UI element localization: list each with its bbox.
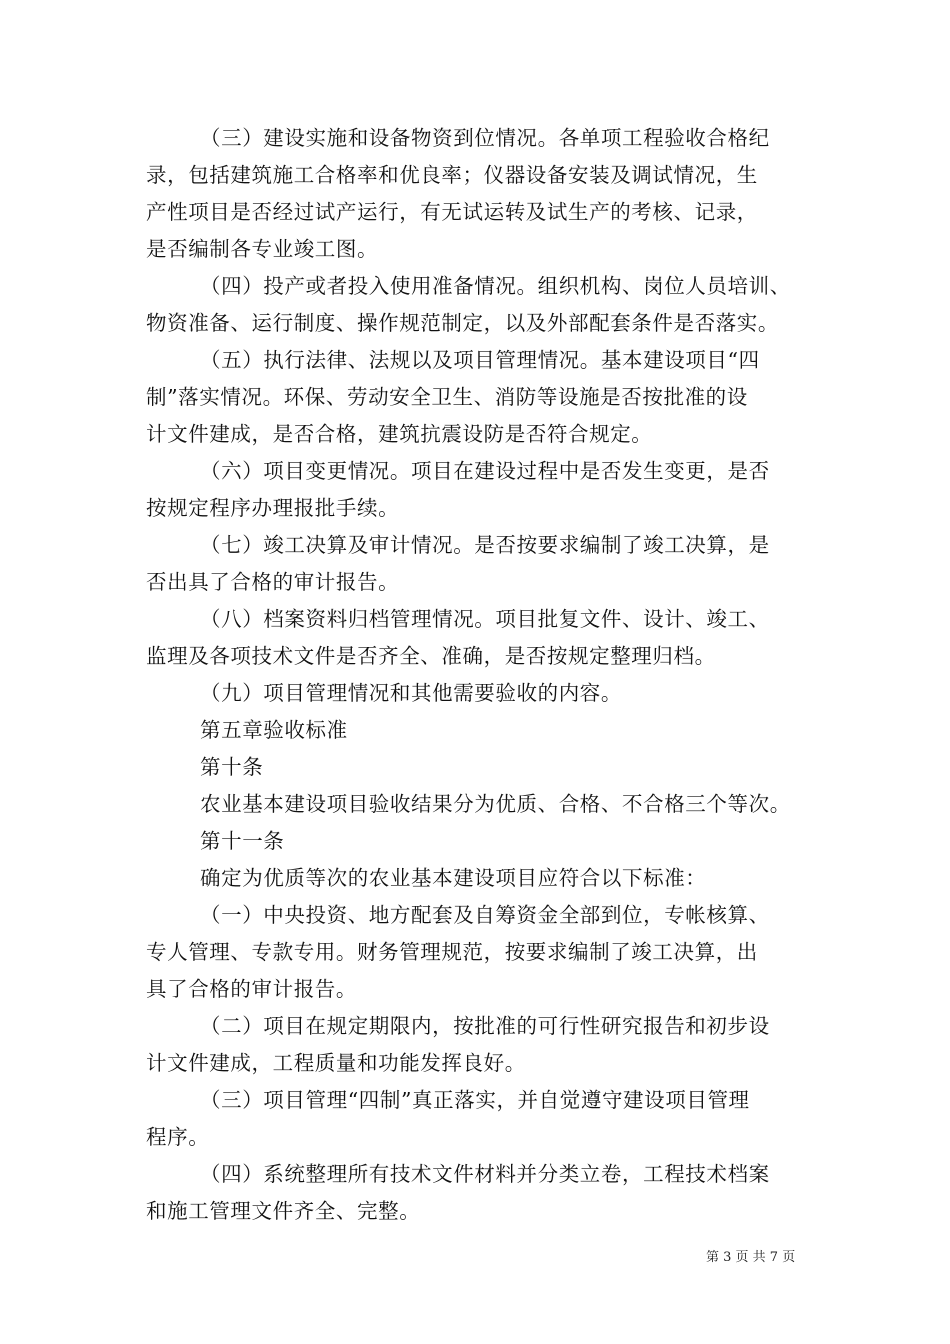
- standard-1-line-3: 具了合格的审计报告。: [146, 977, 357, 1001]
- article-10-heading: 第十条: [200, 755, 264, 779]
- paragraph-4-line-1: （四）投产或者投入使用准备情况。组织机构、岗位人员培训、: [200, 274, 791, 298]
- page-number: 第 3 页 共 7 页: [706, 1250, 796, 1265]
- standard-2-line-2: 计文件建成，工程质量和功能发挥良好。: [146, 1051, 526, 1075]
- article-11-heading: 第十一条: [200, 829, 285, 853]
- standard-4-line-1: （四）系统整理所有技术文件材料并分类立卷，工程技术档案: [200, 1162, 770, 1186]
- standard-3-line-1: （三）项目管理“四制”真正落实，并自觉遵守建设项目管理: [200, 1088, 750, 1112]
- paragraph-3-line-2: 录，包括建筑施工合格率和优良率；仪器设备安装及调试情况，生: [146, 163, 758, 187]
- paragraph-5-line-3: 计文件建成，是否合格，建筑抗震设防是否符合规定。: [146, 422, 653, 446]
- paragraph-7-line-1: （七）竣工决算及审计情况。是否按要求编制了竣工决算，是: [200, 533, 770, 557]
- paragraph-6-line-2: 按规定程序办理报批手续。: [146, 496, 400, 520]
- paragraph-3-line-1: （三）建设实施和设备物资到位情况。各单项工程验收合格纪: [200, 126, 770, 150]
- paragraph-5-line-2: 制”落实情况。环保、劳动安全卫生、消防等设施是否按批准的设: [146, 385, 748, 409]
- paragraph-4-line-2: 物资准备、运行制度、操作规范制定，以及外部配套条件是否落实。: [146, 311, 779, 335]
- standard-3-line-2: 程序。: [146, 1125, 210, 1149]
- paragraph-6-line-1: （六）项目变更情况。项目在建设过程中是否发生变更，是否: [200, 459, 770, 483]
- paragraph-7-line-2: 否出具了合格的审计报告。: [146, 570, 400, 594]
- paragraph-3-line-4: 是否编制各专业竣工图。: [146, 237, 379, 261]
- paragraph-8-line-2: 监理及各项技术文件是否齐全、准确，是否按规定整理归档。: [146, 644, 716, 668]
- standard-4-line-2: 和施工管理文件齐全、完整。: [146, 1199, 421, 1223]
- article-11-intro: 确定为优质等次的农业基本建设项目应符合以下标准：: [200, 866, 707, 890]
- chapter-heading: 第五章验收标准: [200, 718, 348, 742]
- paragraph-8-line-1: （八）档案资料归档管理情况。项目批复文件、设计、竣工、: [200, 607, 770, 631]
- standard-1-line-1: （一）中央投资、地方配套及自筹资金全部到位，专帐核算、: [200, 903, 770, 927]
- article-10-text: 农业基本建设项目验收结果分为优质、合格、不合格三个等次。: [200, 792, 791, 816]
- standard-1-line-2: 专人管理、专款专用。财务管理规范，按要求编制了竣工决算，出: [146, 940, 758, 964]
- standard-2-line-1: （二）项目在规定期限内，按批准的可行性研究报告和初步设: [200, 1014, 770, 1038]
- paragraph-9: （九）项目管理情况和其他需要验收的内容。: [200, 681, 622, 705]
- paragraph-5-line-1: （五）执行法律、法规以及项目管理情况。基本建设项目“四: [200, 348, 760, 372]
- paragraph-3-line-3: 产性项目是否经过试产运行，有无试运转及试生产的考核、记录，: [146, 200, 758, 224]
